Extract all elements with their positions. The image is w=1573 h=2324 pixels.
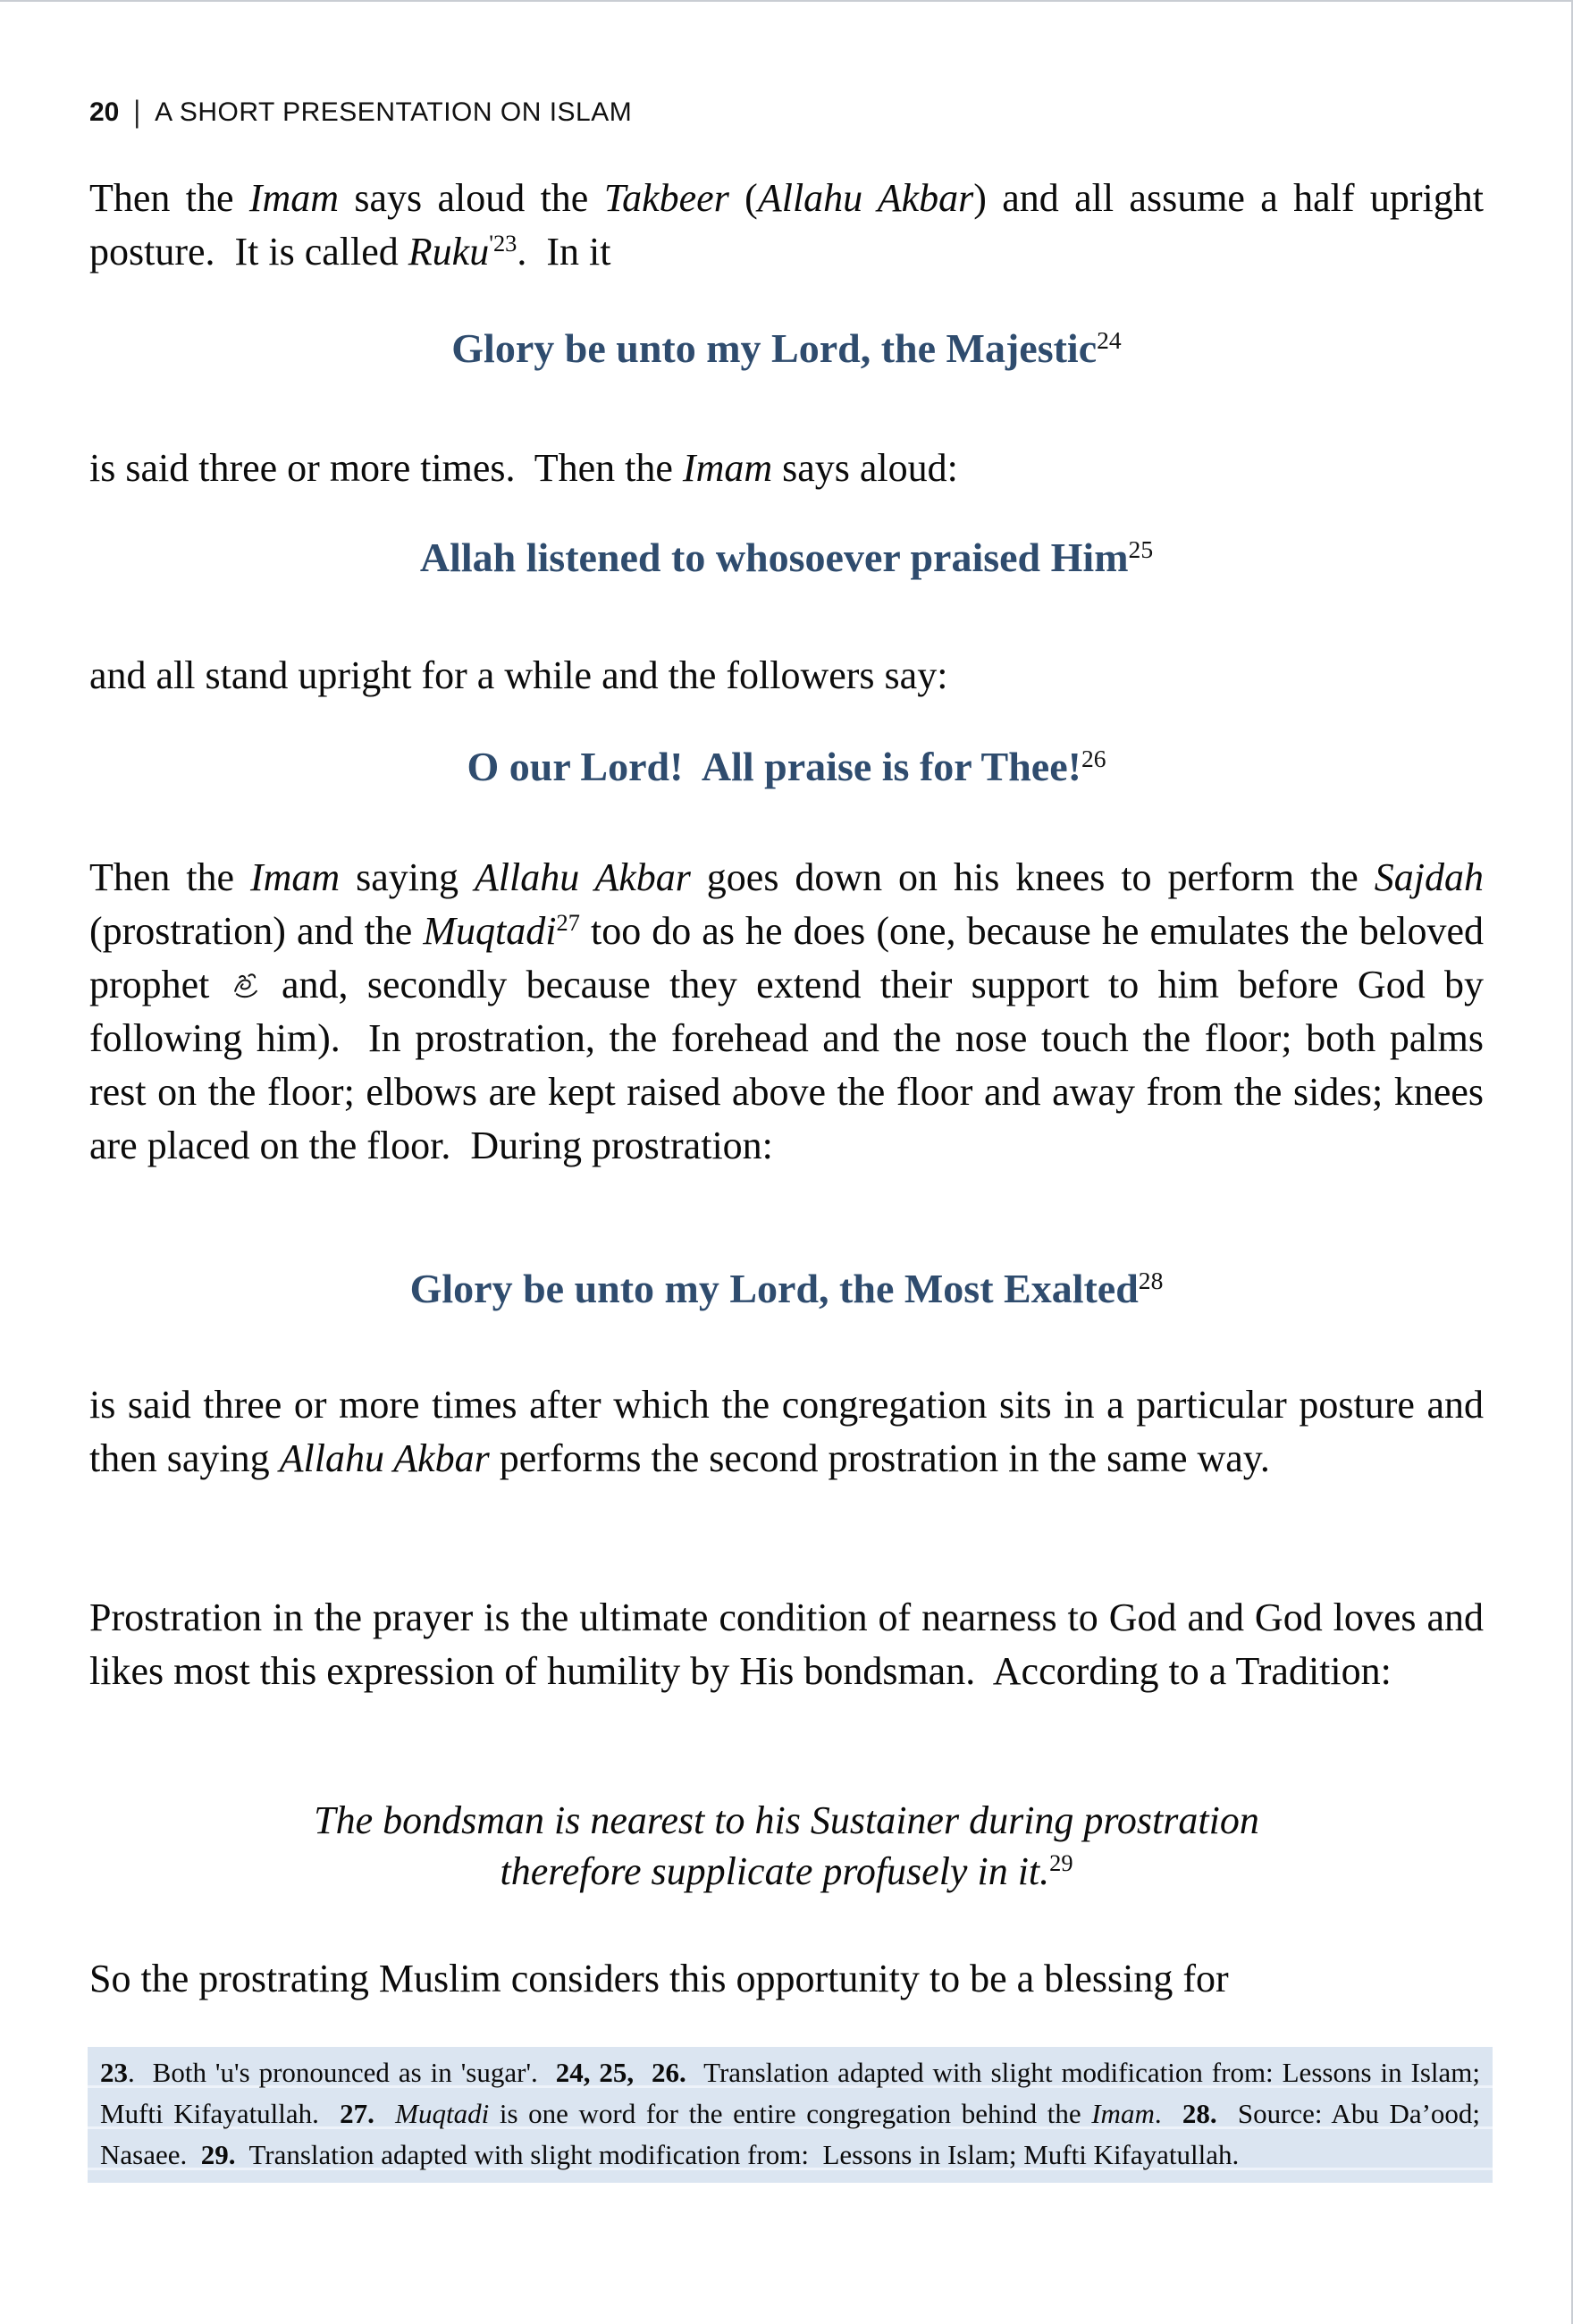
quote-glory-majestic: Glory be unto my Lord, the Majestic$^{24}$ [451, 325, 1122, 371]
book-title: A SHORT PRESENTATION ON ISLAM [155, 97, 633, 127]
page-header [89, 97, 1484, 129]
footnotes-block: 23. Both 'u's pronounced as in 'sugar'. 24, 25, 26. Translation adapted with slight modification from: Lessons in Islam; Mufti Kifayatullah. 27. Muqtadi is one word for the entire congregation behind the Imam. 28. Source: Abu Da’ood; Nasaee. 29. Translation adapted with slight modification from: Lessons in Islam; Mufti Kifayatullah. [88, 2047, 1493, 2183]
paragraph-takbeer-ruku: Then the Imam says aloud the Takbeer (Allahu Akbar) and all assume a half upright posture. It is called Ruku$^{'23}$. In it [89, 176, 1484, 274]
hadith-quote-bondsman: The bondsman is nearest to his Sustainer during prostration therefore supplicate profusely in it.$^{29}$ [314, 1798, 1259, 1893]
quote-allah-listened: Allah listened to whosoever praised Him$^{25}$ [419, 535, 1154, 580]
paragraph-said-three-times: is said three or more times. Then the Imam says aloud: [89, 446, 958, 490]
paragraph-sajdah-description: Then the Imam saying Allahu Akbar goes down on his knees to perform the Sajdah (prostration) and the Muqtadi$^{27}$ too do as he does (one, because he emulates the beloved prophet and, secondly because they extend their support to him before God by following him). In prostration, the forehead and the nose touch the floor; both palms rest on the floor; elbows are kept raised above the floor and away from the sides; knees are placed on the floor. During prostration: [89, 855, 1485, 1167]
prophet-salutation-icon [229, 963, 263, 1006]
paragraph-second-prostration: is said three or more times after which the congregation sits in a particular posture and then saying Allahu Akbar performs the second prostration in the same way. [89, 1383, 1484, 1480]
page-number: 20 [89, 97, 120, 127]
quote-our-lord-praise: O our Lord! All praise is for Thee!$^{26}$ [467, 744, 1106, 789]
paragraph-prostration-nearness: Prostration in the prayer is the ultimate condition of nearness to God and God loves and likes most this expression of humility by His bondsman. According to a Tradition: [89, 1596, 1484, 1693]
header-divider: | [133, 95, 141, 130]
quote-glory-most-exalted: Glory be unto my Lord, the Most Exalted$^{28}$ [409, 1266, 1164, 1311]
paragraph-prostrating-muslim: So the prostrating Muslim considers this opportunity to be a blessing for [89, 1957, 1229, 2000]
paragraph-stand-upright: and all stand upright for a while and the followers say: [89, 653, 948, 697]
